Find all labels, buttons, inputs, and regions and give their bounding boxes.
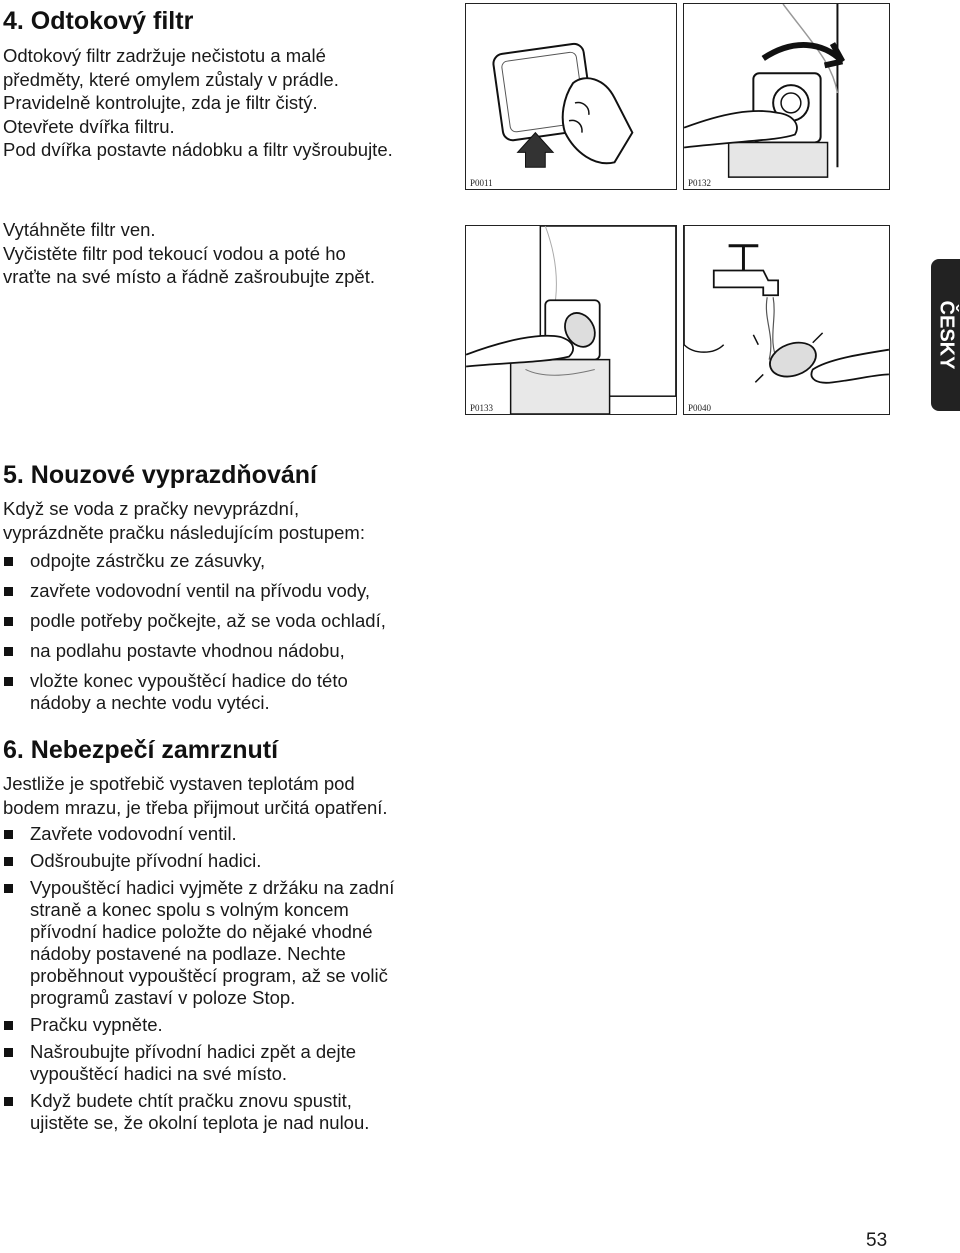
text-line: Otevřete dvířka filtru. <box>3 115 175 137</box>
text-line: Pod dvířka postavte nádobku a filtr vyšroubujte. <box>3 139 393 160</box>
section-4-paragraph-1 <box>3 44 393 162</box>
text-line: vyprázdněte pračku následujícím postupem: <box>3 521 365 543</box>
text-line: Vytáhněte filtr ven. <box>3 219 156 240</box>
figure-rinse-filter <box>683 225 890 415</box>
bullet-item <box>3 550 386 572</box>
bullet-text-line: Zavřete vodovodní ventil. <box>30 823 237 844</box>
section-4-title: 4. Odtokový filtr <box>3 7 194 35</box>
bullet-item <box>3 580 386 602</box>
bullet-item <box>3 1041 394 1085</box>
bullet-item <box>3 850 394 872</box>
bullet-square-icon <box>4 830 13 839</box>
bullet-text-line: programů zastaví v poloze Stop. <box>30 987 296 1008</box>
bullet-text-line: ujistěte se, že okolní teplota je nad nulou. <box>30 1112 370 1133</box>
bullet-text-line: vložte konec vypouštěcí hadice do této <box>30 670 348 691</box>
bullet-text-line: odpojte zástrčku ze zásuvky, <box>30 550 266 571</box>
bullet-text-line: přívodní hadice položte do nějaké vhodné <box>30 921 373 942</box>
section-6-title: 6. Nebezpečí zamrznutí <box>3 736 279 764</box>
figure-code: P0132 <box>688 178 712 188</box>
bullet-text-line: straně a konec spolu s volným koncem <box>30 899 349 920</box>
bullet-square-icon <box>4 587 13 596</box>
section-5-title: 5. Nouzové vyprazdňování <box>3 461 317 489</box>
text-line: Když se voda z pračky nevyprázdní, <box>3 498 300 519</box>
figure-code: P0040 <box>688 403 712 413</box>
bullet-item <box>3 640 386 662</box>
bullet-square-icon <box>4 617 13 626</box>
text-line: Odtokový filtr zadržuje nečistotu a malé <box>3 45 326 66</box>
bullet-text-line: vypouštěcí hadici na své místo. <box>30 1063 288 1084</box>
unscrew-filter-illustration <box>684 4 889 189</box>
figure-code: P0133 <box>470 403 494 413</box>
bullet-square-icon <box>4 857 13 866</box>
figure-pull-out-filter <box>465 225 677 415</box>
bullet-item <box>3 877 394 1009</box>
bullet-square-icon <box>4 884 13 893</box>
bullet-square-icon <box>4 1021 13 1030</box>
bullet-square-icon <box>4 677 13 686</box>
bullet-square-icon <box>4 1048 13 1057</box>
bullet-square-icon <box>4 1097 13 1106</box>
bullet-text-line: Vypouštěcí hadici vyjměte z držáku na zadní <box>30 877 395 898</box>
text-line: vraťte na své místo a řádně zašroubujte zpět. <box>3 266 375 287</box>
bullet-text-line: Pračku vypněte. <box>30 1014 163 1035</box>
section-6-bullet-list <box>3 823 394 1139</box>
text-line: Pravidelně kontrolujte, zda je filtr čistý. <box>3 92 318 113</box>
bullet-text-line: Odšroubujte přívodní hadici. <box>30 850 262 871</box>
bullet-text-line: zavřete vodovodní ventil na přívodu vody, <box>30 580 371 601</box>
text-line: Jestliže je spotřebič vystaven teplotám pod <box>3 773 355 794</box>
language-tab-label: ČESKY <box>935 300 957 370</box>
bullet-text-line: proběhnout vypouštěcí program, až se volič <box>30 965 388 986</box>
section-4-paragraph-2 <box>3 218 375 289</box>
text-line: předměty, které omylem zůstaly v prádle. <box>3 68 339 90</box>
open-filter-door-illustration <box>466 4 676 189</box>
bullet-item <box>3 1090 394 1134</box>
bullet-text-line: Našroubujte přívodní hadici zpět a dejte <box>30 1041 357 1062</box>
bullet-text-line: nádoby postavené na podlaze. Nechte <box>30 943 346 964</box>
bullet-text-line: podle potřeby počkejte, až se voda ochladí, <box>30 610 386 631</box>
bullet-text-line: nádoby a nechte vodu vytéci. <box>30 692 270 713</box>
section-5-bullet-list <box>3 550 386 722</box>
page-number: 53 <box>866 1230 888 1251</box>
text-line: bodem mrazu, je třeba přijmout určitá opatření. <box>3 796 388 818</box>
section-6-intro <box>3 772 388 819</box>
bullet-text-line: na podlahu postavte vhodnou nádobu, <box>30 640 345 661</box>
bullet-text-line: Když budete chtít pračku znovu spustit, <box>30 1090 352 1111</box>
bullet-square-icon <box>4 557 13 566</box>
pull-out-filter-illustration <box>466 226 676 414</box>
figure-code: P0011 <box>470 178 493 188</box>
bullet-square-icon <box>4 647 13 656</box>
bullet-item <box>3 823 394 845</box>
figure-open-filter-door <box>465 3 677 190</box>
bullet-item <box>3 670 386 714</box>
bullet-item <box>3 610 386 632</box>
text-line: Vyčistěte filtr pod tekoucí vodou a poté ho <box>3 242 346 264</box>
section-5-intro <box>3 497 365 544</box>
bullet-item <box>3 1014 394 1036</box>
figure-unscrew-filter <box>683 3 890 190</box>
rinse-filter-under-tap-illustration <box>684 226 889 414</box>
language-tab <box>931 259 960 411</box>
